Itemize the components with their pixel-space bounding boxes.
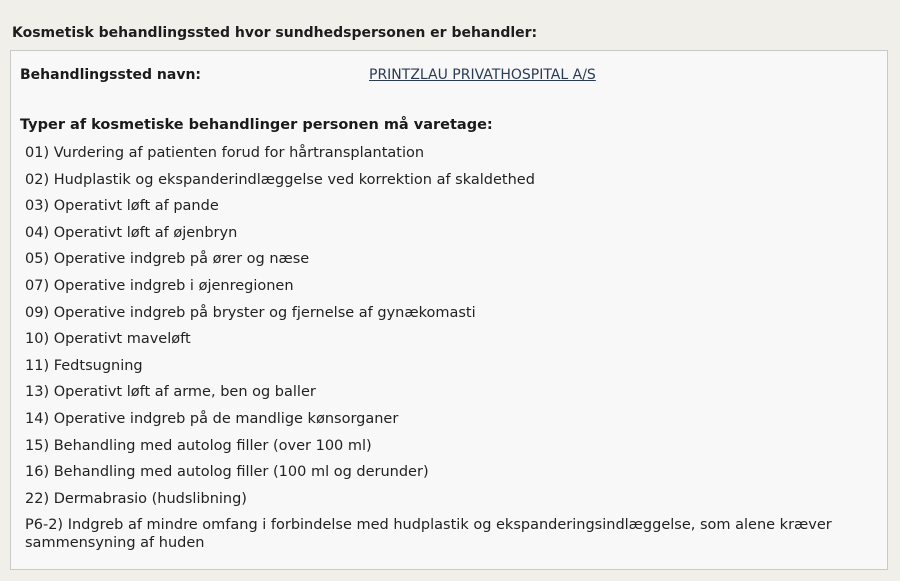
list-item: 09) Operative indgreb på bryster og fjernelse af gynækomasti (25, 304, 476, 321)
list-item: 11) Fedtsugning (25, 357, 143, 374)
list-item: 04) Operativt løft af øjenbryn (25, 224, 238, 241)
list-item: 15) Behandling med autolog filler (over 100 ml) (25, 437, 372, 454)
section-title: Kosmetisk behandlingssted hvor sundhedspersonen er behandler: (12, 25, 538, 41)
treatment-types-title: Typer af kosmetiske behandlinger personen må varetage: (20, 117, 493, 133)
list-item: 10) Operativt maveløft (25, 331, 191, 348)
list-item: 14) Operative indgreb på de mandlige kønsorganer (25, 410, 399, 427)
list-item: 03) Operativt løft af pande (25, 198, 219, 215)
treatment-place-row (20, 65, 880, 85)
list-item: 01) Vurdering af patienten forud for hårtransplantation (25, 145, 425, 161)
treatment-place-link[interactable]: PRINTZLAU PRIVATHOSPITAL A/S (369, 67, 596, 83)
list-item: 02) Hudplastik og ekspanderindlæggelse ved korrektion af skaldethed (25, 171, 535, 188)
list-item: 16) Behandling med autolog filler (100 ml og derunder) (25, 464, 429, 481)
treatment-types-list (25, 140, 875, 552)
list-item: 05) Operative indgreb på ører og næse (25, 251, 310, 268)
treatment-place-label: Behandlingssted navn: (20, 67, 202, 83)
list-item: 13) Operativt løft af arme, ben og baller (25, 384, 316, 401)
list-item: P6-2) Indgreb af mindre omfang i forbindelse med hudplastik og ekspanderingsindlæggelse, som alene kræver sammensyning af huden (25, 517, 832, 552)
list-item: 07) Operative indgreb i øjenregionen (25, 277, 294, 294)
treatment-place-panel (10, 50, 888, 570)
list-item: 22) Dermabrasio (hudslibning) (25, 490, 247, 507)
